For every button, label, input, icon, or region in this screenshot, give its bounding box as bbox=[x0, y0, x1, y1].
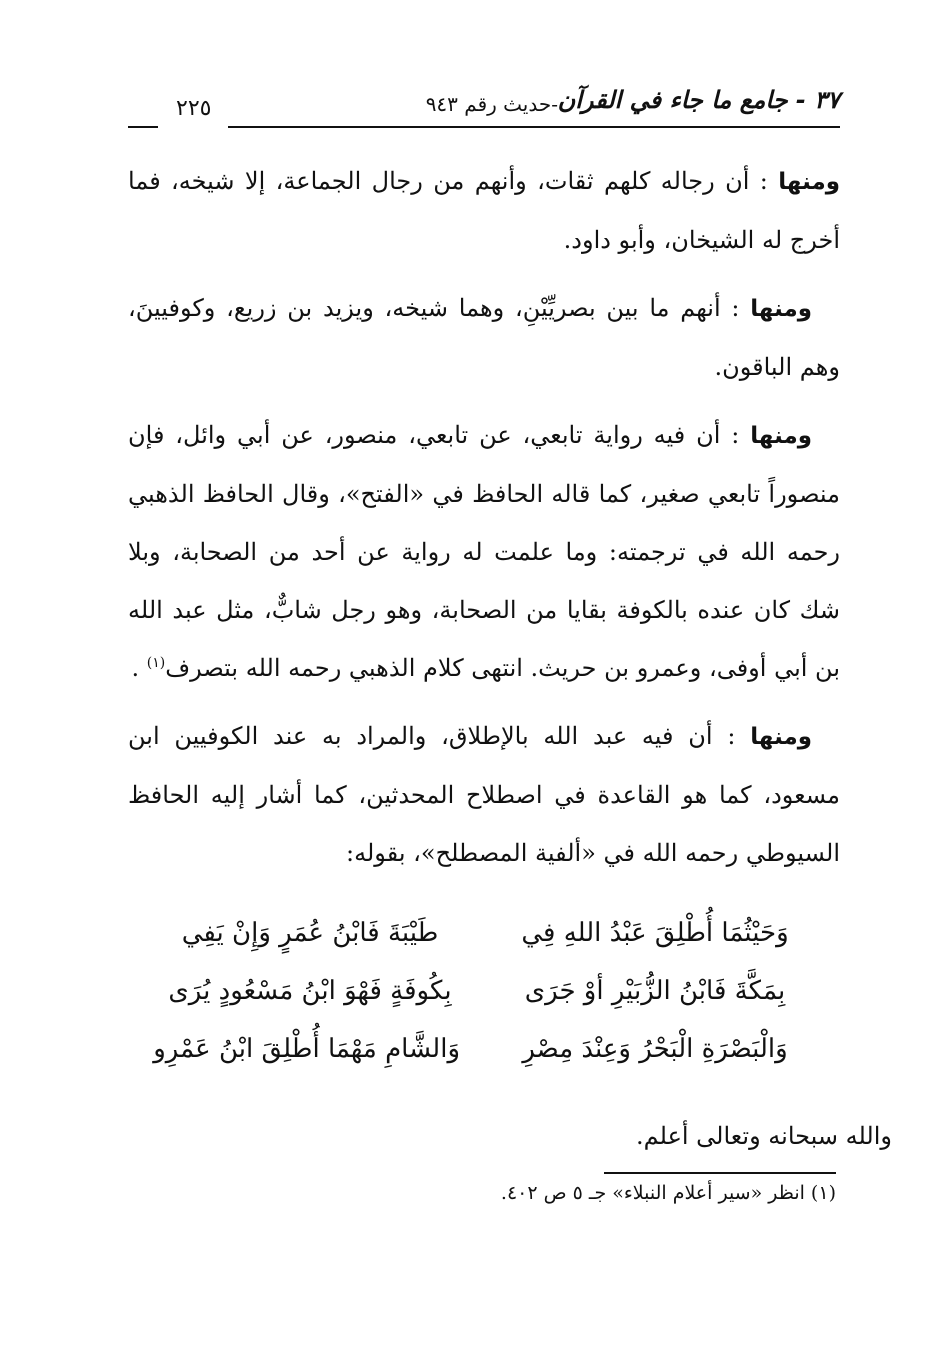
main-text bbox=[128, 152, 840, 892]
paragraph-text: : أنهم ما بين بصريِّيْنِ، وهما شيخه، ويزيد بن زريع، وكوفيينَ، وهم الباقون. bbox=[128, 294, 840, 381]
paragraph bbox=[128, 707, 840, 882]
footnote: (١) انظر «سير أعلام النبلاء» جـ ٥ ص ٤٠٢. bbox=[500, 1182, 836, 1204]
paragraph-lead: ومنها bbox=[750, 724, 812, 750]
header-rule-gap bbox=[158, 122, 228, 132]
hadith-number: -حديث رقم ٩٤٣ bbox=[425, 92, 558, 116]
poem-verse bbox=[160, 918, 800, 976]
running-header bbox=[128, 86, 840, 132]
verse-second-hemistich: طَيْبَةَ فَابْنُ عُمَرٍ وَإِنْ يَفِي bbox=[181, 918, 439, 948]
paragraph-text: : أن فيه رواية تابعي، عن تابعي، منصور، عن أبي وائل، فإن منصوراً تابعي صغير، كما قاله الحافظ في «الفتح»، وقال الحافظ الذهبي رحمه الله في ترجمته: وما علمت له رواية عن أحد من الصحابة، وبلا شك كان عنده بالكوفة بقايا من الصحابة، وهو رجل شابٌّ، مثل عبد الله بن أبي أوفى، وعمرو بن حريث. انتهى كلام الذهبي رحمه الله بتصرف bbox=[128, 421, 840, 682]
chapter-title: ٣٧ - جامع ما جاء في القرآن bbox=[557, 86, 840, 114]
paragraph-tail: . bbox=[131, 654, 147, 682]
verse-first-hemistich: وَالْبَصْرَةِ الْبَحْرُ وَعِنْدَ مِصْرِ bbox=[522, 1034, 788, 1064]
paragraph-lead: ومنها bbox=[750, 296, 812, 322]
verse-first-hemistich: وَحَيْثُمَا أُطْلِقَ عَبْدُ اللهِ فِي bbox=[521, 918, 789, 948]
paragraph bbox=[128, 279, 840, 396]
paragraph bbox=[128, 152, 840, 269]
page-number: ٢٢٥ bbox=[176, 96, 212, 121]
closing-line: والله سبحانه وتعالى أعلم. bbox=[636, 1122, 892, 1150]
verse-second-hemistich: وَالشَّامِ مَهْمَا أُطْلِقَ ابْنُ عَمْرِو bbox=[153, 1034, 460, 1064]
paragraph bbox=[128, 406, 840, 697]
paragraph-text: : أن فيه عبد الله بالإطلاق، والمراد به عند الكوفيين ابن مسعود، كما هو القاعدة في اصطلاح المحدثين، كما أشار إليه الحافظ السيوطي رحمه الله في «ألفية المصطلح»، بقوله: bbox=[128, 722, 840, 867]
verse-first-hemistich: بِمَكَّةَ فَابْنُ الزُّبَيْرِ أوْ جَرَى bbox=[524, 976, 786, 1006]
poem-verse bbox=[160, 976, 800, 1034]
poem bbox=[153, 918, 800, 1092]
header-rule bbox=[128, 126, 840, 128]
paragraph-lead: ومنها bbox=[778, 169, 840, 195]
paragraph-lead: ومنها bbox=[750, 423, 812, 449]
footnote-rule bbox=[604, 1172, 836, 1174]
footnote-ref: (١) bbox=[146, 655, 166, 671]
paragraph-text: : أن رجاله كلهم ثقات، وأنهم من رجال الجماعة، إلا شيخه، فما أخرج له الشيخان، وأبو داود. bbox=[128, 167, 840, 254]
poem-verse bbox=[153, 1034, 800, 1092]
verse-second-hemistich: بِكُوفَةٍ فَهْوَ ابْنُ مَسْعُودٍ يُرَى bbox=[168, 976, 452, 1006]
